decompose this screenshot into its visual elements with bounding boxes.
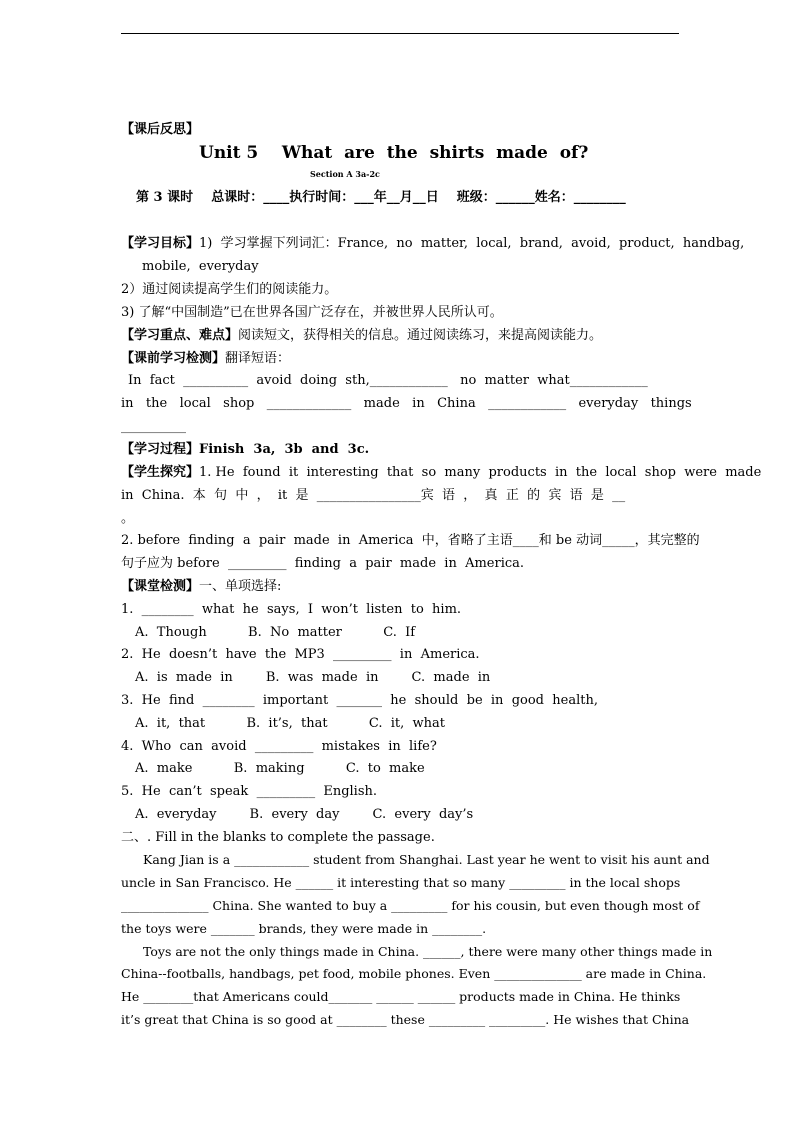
key-points-label: 【学习重点、难点】 — [121, 328, 239, 343]
explore-line-1 — [121, 464, 762, 482]
objectives-label: 【学习目标】 — [121, 236, 200, 251]
question-5-options: A. everyday B. every day C. every day’s — [135, 807, 474, 822]
objectives-text-1: 1) 学习掌握下列词汇：France, no matter, local, brand, avoid, product, handbag, — [199, 236, 745, 251]
header-label: 【课后反思】 — [121, 122, 200, 137]
class-test — [121, 578, 681, 596]
class-test-text: 一、单项选择: — [199, 579, 282, 594]
objectives-line-3: 2）通过阅读提高学生们的阅读能力。 — [121, 282, 338, 297]
page-title: Unit 5 What are the shirts made of? — [199, 143, 589, 163]
passage-line-1: Kang Jian is a ____________ student from Shanghai. Last year he went to visit his aunt and — [143, 852, 710, 867]
section-subtitle: Section A 3a-2c — [310, 169, 380, 179]
process-text: Finish 3a, 3b and 3c. — [199, 442, 370, 457]
passage-line-2: uncle in San Francisco. He ______ it interesting that so many _________ in the local shops — [121, 875, 681, 890]
preview — [121, 350, 681, 368]
question-4-options: A. make B. making C. to make — [135, 761, 425, 776]
class-test-label: 【课堂检测】 — [121, 579, 200, 594]
question-4: 4. Who can avoid _________ mistakes in life? — [121, 739, 437, 754]
process-label: 【学习过程】 — [121, 442, 200, 457]
explore-line-2: in China. 本 句 中 ， it 是 ________________宾 语 ， 真 正 的 宾 语 是 __ — [121, 488, 626, 503]
explore-label: 【学生探究】 — [121, 465, 200, 480]
process — [121, 441, 681, 459]
objectives-line-1 — [121, 235, 745, 253]
explore-line-5: 句子应为 before _________ finding a pair made in America. — [121, 556, 525, 571]
passage-line-5: Toys are not the only things made in China. ______, there were many other things made in — [143, 944, 713, 959]
preview-label: 【课前学习检测】 — [121, 351, 226, 366]
question-3: 3. He find ________ important _______ he should be in good health, — [121, 693, 598, 708]
question-2-options: A. is made in B. was made in C. made in — [135, 670, 491, 685]
question-1-options: A. Though B. No matter C. If — [135, 625, 416, 640]
lesson-meta: 第 3 课时 总课时：____执行时间：___年__月__日 班级：______姓名：________ — [136, 190, 626, 205]
question-1: 1. ________ what he says, I won’t listen to him. — [121, 602, 462, 617]
passage-line-4: the toys were _______ brands, they were made in ________. — [121, 921, 487, 936]
question-2: 2. He doesn’t have the MP3 _________ in America. — [121, 647, 480, 662]
question-3-options: A. it, that B. it’s, that C. it, what — [135, 716, 446, 731]
preview-line-2: in the local shop _____________ made in China ____________ everyday things — [121, 396, 692, 411]
explore-text-1: 1. He found it interesting that so many products in the local shop were made — [199, 465, 762, 480]
top-rule — [121, 33, 679, 34]
passage-line-8: it’s great that China is so good at ________ these _________ _________. He wishes that China — [121, 1012, 690, 1027]
preview-text: 翻译短语： — [225, 351, 291, 366]
objectives-line-4: 3) 了解“中国制造”已在世界各国广泛存在，并被世界人民所认可。 — [121, 305, 503, 320]
part2-heading: 二、. Fill in the blanks to complete the passage. — [121, 830, 435, 845]
key-points — [121, 327, 681, 345]
passage-line-6: China--footballs, handbags, pet food, mobile phones. Even ______________ are made in China. — [121, 966, 707, 981]
preview-line-3: __________ — [121, 419, 186, 434]
key-points-text: 阅读短文，获得相关的信息。通过阅读练习，来提高阅读能力。 — [238, 328, 603, 343]
explore-line-3: 。 — [121, 511, 135, 526]
explore-line-4: 2. before finding a pair made in America 中，省略了主语____和 be 动词_____，其完整的 — [121, 533, 700, 548]
preview-line-1: In fact __________ avoid doing sth,____________ no matter what____________ — [128, 373, 648, 388]
question-5: 5. He can’t speak _________ English. — [121, 784, 378, 799]
passage-line-3: ______________ China. She wanted to buy a _________ for his cousin, but even though most of — [121, 898, 700, 913]
passage-line-7: He ________that Americans could_______ ______ ______ products made in China. He thinks — [121, 989, 681, 1004]
objectives-line-2: mobile, everyday — [142, 259, 259, 274]
